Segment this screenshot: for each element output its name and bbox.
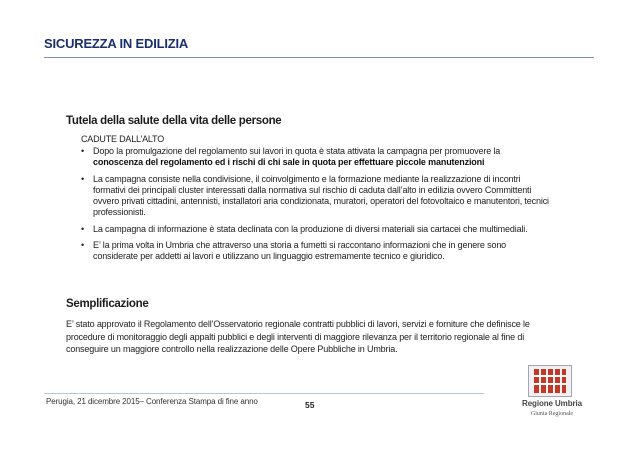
footer-divider: [44, 393, 484, 394]
slide-title: SICUREZZA IN EDILIZIA: [44, 36, 189, 51]
section-heading-tutela: Tutela della salute della vita delle persone: [66, 115, 282, 127]
regione-umbria-logo: [512, 365, 592, 425]
regione-umbria-emblem-icon: [528, 365, 572, 397]
bullet-list: [80, 146, 550, 268]
logo-subtitle: Giunta Regionale: [530, 411, 574, 417]
bullet-item: • Dopo la promulgazione del regolamento sui lavori in quota è stata attivata la campagna per promuovere la conoscenza del regolamento ed i rischi di chi sale in quota per effettuare piccole manutenzioni: [80, 146, 550, 169]
bullet-item: • E’ la prima volta in Umbria che attraverso una storia a fumetti si raccontano informazioni che in genere sono considerate per addetti ai lavori e utilizzano un linguaggio estremamente tecnico e giuridico.: [80, 240, 550, 263]
page-number: 55: [305, 400, 315, 410]
logo-title: Regione Umbria: [522, 399, 582, 408]
section-subtitle: CADUTE DALL’ALTO: [81, 134, 164, 144]
semplificazione-paragraph: E’ stato approvato il Regolamento dell’Osservatorio regionale contratti pubblici di lavori, servizi e forniture che definisce le procedure di monitoraggio degli appalti pubblici e degli interventi di maggiore rilevanza per il territorio regionale al fine di conseguire un maggiore controllo nella realizzazione delle Opere Pubbliche in Umbria.: [66, 319, 530, 354]
footer-text: Perugia, 21 dicembre 2015– Conferenza Stampa di fine anno: [46, 397, 258, 406]
section-heading-semplificazione: Semplificazione: [66, 298, 149, 310]
bullet-item: • La campagna di informazione è stata declinata con la produzione di diversi materiali sia cartacei che multimediali.: [80, 224, 550, 235]
title-divider: [44, 57, 594, 58]
bullet-item: • La campagna consiste nella condivisione, il coinvolgimento e la formazione mediante la realizzazione di incontri formativi dei principali cluster interessati dalla normativa sul rischio di caduta dall’alto in edilizia ovvero Committenti ovvero privati cittadini, antennisti, installatori aria condizionata, muratori, operatori del fotovoltaico e manutentori, tecnici professionisti.: [80, 174, 550, 219]
